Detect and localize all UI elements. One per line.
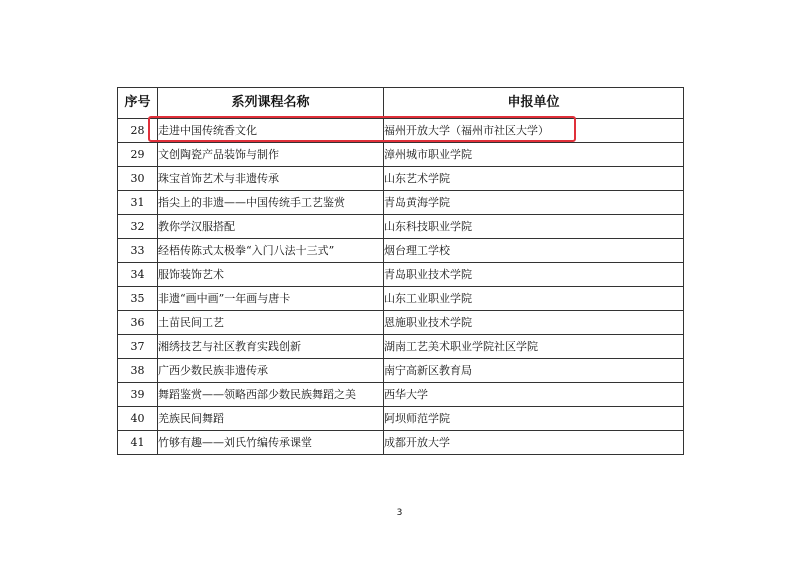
- row-course-name: 羌族民间舞蹈: [158, 407, 384, 431]
- row-no: 36: [118, 311, 158, 335]
- header-course-name: 系列课程名称: [158, 88, 384, 119]
- table-row: [118, 215, 684, 239]
- table-row: [118, 431, 684, 455]
- row-no: 35: [118, 287, 158, 311]
- course-table: [117, 87, 684, 455]
- row-course-name: 舞蹈鉴赏——领略西部少数民族舞蹈之美: [158, 383, 384, 407]
- row-no: 39: [118, 383, 158, 407]
- row-applicant-unit: 阿坝师范学院: [384, 407, 684, 431]
- row-applicant-unit: 漳州城市职业学院: [384, 143, 684, 167]
- row-course-name: 服饰装饰艺术: [158, 263, 384, 287]
- table-row: [118, 191, 684, 215]
- table-row: [118, 119, 684, 143]
- row-course-name: 教你学汉服搭配: [158, 215, 384, 239]
- row-course-name: 走进中国传统香文化: [158, 119, 384, 143]
- table-row: [118, 407, 684, 431]
- row-applicant-unit: 山东艺术学院: [384, 167, 684, 191]
- header-no: 序号: [118, 88, 158, 119]
- row-course-name: 文创陶瓷产品装饰与制作: [158, 143, 384, 167]
- row-course-name: 非遗“画中画”一年画与唐卡: [158, 287, 384, 311]
- row-applicant-unit: 山东科技职业学院: [384, 215, 684, 239]
- row-applicant-unit: 恩施职业技术学院: [384, 311, 684, 335]
- row-course-name: 珠宝首饰艺术与非遗传承: [158, 167, 384, 191]
- row-no: 40: [118, 407, 158, 431]
- table-row: [118, 335, 684, 359]
- row-course-name: 经梧传陈式太极拳“入门八法十三式”: [158, 239, 384, 263]
- table-row: [118, 359, 684, 383]
- table-row: [118, 263, 684, 287]
- row-applicant-unit: 山东工业职业学院: [384, 287, 684, 311]
- table-row: [118, 143, 684, 167]
- header-applicant-unit: 申报单位: [384, 88, 684, 119]
- row-no: 32: [118, 215, 158, 239]
- row-applicant-unit: 青岛职业技术学院: [384, 263, 684, 287]
- row-course-name: 竹够有趣——刘氏竹编传承课堂: [158, 431, 384, 455]
- row-no: 28: [118, 119, 158, 143]
- table-header-row: [118, 88, 684, 119]
- row-course-name: 湘绣技艺与社区教育实践创新: [158, 335, 384, 359]
- row-applicant-unit: 南宁高新区教育局: [384, 359, 684, 383]
- row-course-name: 指尖上的非遗——中国传统手工艺鉴赏: [158, 191, 384, 215]
- row-course-name: 广西少数民族非遗传承: [158, 359, 384, 383]
- row-applicant-unit: 成都开放大学: [384, 431, 684, 455]
- table-row: [118, 287, 684, 311]
- row-applicant-unit: 湖南工艺美术职业学院社区学院: [384, 335, 684, 359]
- row-applicant-unit: 西华大学: [384, 383, 684, 407]
- row-applicant-unit: 福州开放大学（福州市社区大学）: [384, 119, 684, 143]
- row-no: 38: [118, 359, 158, 383]
- row-no: 33: [118, 239, 158, 263]
- row-applicant-unit: 烟台理工学校: [384, 239, 684, 263]
- row-applicant-unit: 青岛黄海学院: [384, 191, 684, 215]
- table-row: [118, 167, 684, 191]
- page-number: 3: [396, 508, 403, 518]
- table-row: [118, 383, 684, 407]
- row-no: 37: [118, 335, 158, 359]
- row-no: 34: [118, 263, 158, 287]
- table-row: [118, 239, 684, 263]
- row-no: 29: [118, 143, 158, 167]
- row-course-name: 土苗民间工艺: [158, 311, 384, 335]
- row-no: 31: [118, 191, 158, 215]
- row-no: 30: [118, 167, 158, 191]
- table-row: [118, 311, 684, 335]
- row-no: 41: [118, 431, 158, 455]
